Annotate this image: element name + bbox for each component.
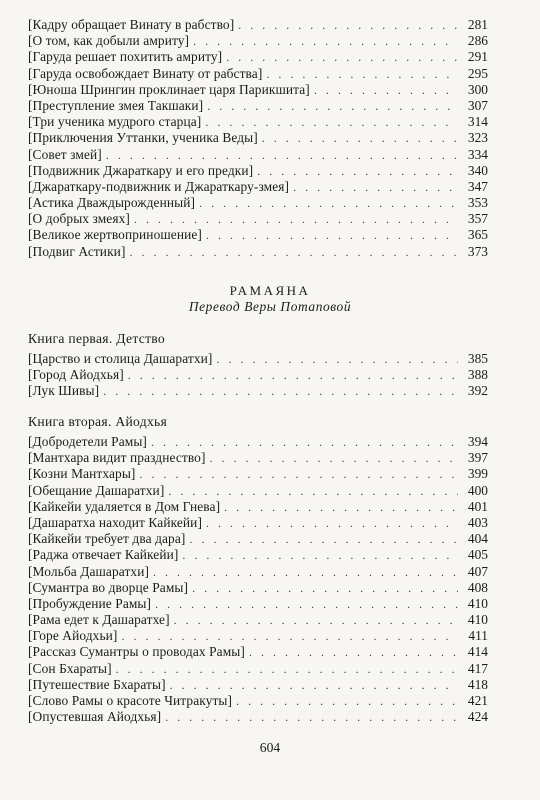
entry-page: 365	[467, 227, 488, 243]
entry-page: 410	[467, 595, 488, 611]
dot-leader	[224, 499, 458, 515]
toc-entry	[28, 693, 488, 709]
entry-title: [Сон Бхараты]	[28, 660, 112, 676]
dot-leader	[122, 628, 459, 644]
toc-list-book-one	[28, 351, 488, 400]
entry-page: 399	[467, 466, 488, 482]
entry-title: [Великое жертвоприношение]	[28, 227, 202, 243]
entry-title: [Горе Айодхьи]	[28, 628, 118, 644]
dot-leader	[151, 434, 458, 450]
entry-page: 340	[467, 162, 488, 178]
dot-leader	[314, 82, 458, 98]
entry-page: 403	[467, 514, 488, 530]
entry-page: 334	[467, 146, 488, 162]
entry-title: [Кайкейи требует два дара]	[28, 531, 186, 547]
toc-entry	[28, 515, 488, 531]
entry-page: 417	[467, 660, 488, 676]
toc-entry	[28, 612, 488, 628]
section-subtitle: Перевод Веры Потаповой	[188, 299, 352, 314]
entry-title: [Пробуждение Рамы]	[28, 595, 152, 611]
toc-entry	[28, 195, 488, 211]
toc-entry	[28, 677, 488, 693]
dot-leader	[226, 49, 458, 65]
toc-entry	[28, 367, 488, 383]
dot-leader	[293, 179, 458, 195]
entry-page: 405	[467, 547, 488, 563]
entry-title: [Джараткару-подвижник и Джараткару-змея]	[28, 178, 290, 194]
entry-title: [Совет змей]	[28, 146, 102, 162]
entry-page: 347	[467, 178, 488, 194]
entry-title: [Астика Дваждырожденный]	[28, 195, 196, 211]
toc-entry	[28, 98, 488, 114]
dot-leader	[238, 17, 458, 33]
entry-page: 394	[467, 434, 488, 449]
entry-title: [Слово Рамы о красоте Читракуты]	[28, 693, 233, 708]
entry-page: 424	[467, 709, 488, 725]
toc-entry	[28, 179, 488, 195]
dot-leader	[106, 147, 458, 163]
entry-title: [Город Айодхья]	[28, 367, 124, 383]
entry-page: 411	[468, 628, 488, 644]
toc-entry	[28, 383, 488, 399]
toc-entry	[28, 531, 488, 547]
dot-leader	[217, 351, 459, 367]
dot-leader	[139, 466, 458, 482]
toc-entry	[28, 49, 488, 65]
entry-page: 421	[467, 693, 488, 708]
dot-leader	[134, 211, 458, 227]
entry-title: [Обещание Дашаратхи]	[28, 482, 165, 498]
toc-entry	[28, 628, 488, 644]
dot-leader	[207, 98, 458, 114]
toc-entry	[28, 499, 488, 515]
entry-page: 401	[467, 498, 488, 514]
entry-page: 408	[467, 579, 488, 595]
entry-title: [Рассказ Сумантры о проводах Рамы]	[28, 644, 245, 660]
dot-leader	[153, 564, 458, 580]
entry-title: [Путешествие Бхараты]	[28, 676, 166, 692]
dot-leader	[193, 33, 458, 49]
dot-leader	[206, 515, 458, 531]
entry-title: [Дашаратха находит Кайкейи]	[28, 514, 202, 530]
entry-title: [Преступление змея Такшаки]	[28, 97, 204, 113]
entry-page: 353	[467, 195, 488, 211]
entry-title: [Рама едет к Дашаратхе]	[28, 612, 170, 628]
entry-title: [Мольба Дашаратхи]	[28, 563, 150, 579]
toc-entry	[28, 434, 488, 450]
entry-title: [Добродетели Рамы]	[28, 434, 147, 449]
entry-page: 291	[467, 49, 488, 65]
dot-leader	[170, 677, 458, 693]
toc-entry	[28, 483, 488, 499]
toc-entry	[28, 450, 488, 466]
entry-page: 385	[467, 351, 488, 366]
toc-entry	[28, 211, 488, 227]
dot-leader	[257, 163, 458, 179]
dot-leader	[192, 580, 458, 596]
entry-title: [Сумантра во дворце Рамы]	[28, 579, 189, 595]
dot-leader	[189, 531, 458, 547]
dot-leader	[249, 644, 458, 660]
section-title: РАМАЯНА	[229, 283, 311, 298]
entry-page: 300	[467, 81, 488, 97]
toc-entry	[28, 244, 488, 260]
entry-title: [Приключения Уттанки, ученика Веды]	[28, 130, 258, 146]
entry-title: [О добрых змеях]	[28, 211, 130, 227]
entry-title: [О том, как добыли амриту]	[28, 33, 190, 49]
entry-title: [Раджа отвечает Кайкейи]	[28, 547, 179, 563]
entry-page: 418	[467, 676, 488, 692]
entry-page: 323	[467, 130, 488, 146]
toc-entry	[28, 33, 488, 49]
dot-leader	[182, 547, 458, 563]
toc-entry	[28, 564, 488, 580]
entry-title: [Подвижник Джараткару и его предки]	[28, 162, 254, 178]
toc-entry	[28, 580, 488, 596]
book-two-heading: Книга вторая. Айодхья	[28, 414, 168, 429]
dot-leader	[174, 612, 458, 628]
entry-page: 295	[467, 65, 488, 81]
entry-page: 314	[467, 114, 488, 130]
entry-title: [Подвиг Астики]	[28, 243, 126, 259]
dot-leader	[236, 693, 458, 709]
page-number: 604	[259, 740, 281, 755]
dot-leader	[266, 66, 458, 82]
toc-entry	[28, 130, 488, 146]
dot-leader	[262, 130, 458, 146]
entry-title: [Гаруда освобождает Винату от рабства]	[28, 65, 263, 81]
toc-entry	[28, 466, 488, 482]
book-one-heading: Книга первая. Детство	[28, 331, 166, 346]
dot-leader	[128, 367, 458, 383]
entry-page: 397	[467, 450, 488, 466]
dot-leader	[205, 114, 458, 130]
dot-leader	[168, 483, 458, 499]
entry-title: [Три ученика мудрого старца]	[28, 114, 202, 130]
entry-page: 357	[467, 211, 488, 227]
entry-title: [Юноша Шрингин проклинает царя Парикшита]	[28, 81, 310, 97]
toc-entry	[28, 147, 488, 163]
toc-entry	[28, 547, 488, 563]
dot-leader	[206, 227, 458, 243]
dot-leader	[165, 709, 458, 725]
entry-title: [Лук Шивы]	[28, 383, 100, 399]
toc-entry	[28, 114, 488, 130]
toc-entry	[28, 661, 488, 677]
dot-leader	[155, 596, 458, 612]
toc-entry	[28, 82, 488, 98]
toc-list-book-two	[28, 434, 488, 725]
toc-entry	[28, 709, 488, 725]
dot-leader	[103, 383, 458, 399]
entry-page: 307	[467, 97, 488, 113]
entry-page: 404	[467, 531, 488, 547]
entry-page: 373	[467, 243, 488, 259]
toc-entry	[28, 66, 488, 82]
entry-page: 410	[467, 612, 488, 628]
entry-page: 281	[467, 17, 488, 32]
toc-entry	[28, 596, 488, 612]
toc-entry	[28, 227, 488, 243]
entry-title: [Козни Мантхары]	[28, 466, 136, 482]
dot-leader	[116, 661, 458, 677]
dot-leader	[130, 244, 458, 260]
entry-page: 392	[467, 383, 488, 399]
entry-page: 407	[467, 563, 488, 579]
entry-page: 388	[467, 367, 488, 383]
entry-page: 400	[467, 482, 488, 498]
entry-page: 414	[467, 644, 488, 660]
toc-list-top	[28, 17, 488, 260]
entry-title: [Кайкейи удаляется в Дом Гнева]	[28, 498, 221, 514]
dot-leader	[210, 450, 458, 466]
toc-entry	[28, 163, 488, 179]
entry-title: [Гаруда решает похитить амриту]	[28, 49, 223, 65]
toc-entry	[28, 17, 488, 33]
dot-leader	[199, 195, 458, 211]
entry-title: [Мантхара видит празднество]	[28, 450, 206, 466]
entry-title: [Царство и столица Дашаратхи]	[28, 351, 213, 366]
entry-title: [Кадру обращает Винату в рабство]	[28, 17, 235, 32]
entry-title: [Опустевшая Айодхья]	[28, 709, 162, 725]
toc-entry	[28, 644, 488, 660]
entry-page: 286	[467, 33, 488, 49]
toc-entry	[28, 351, 488, 367]
